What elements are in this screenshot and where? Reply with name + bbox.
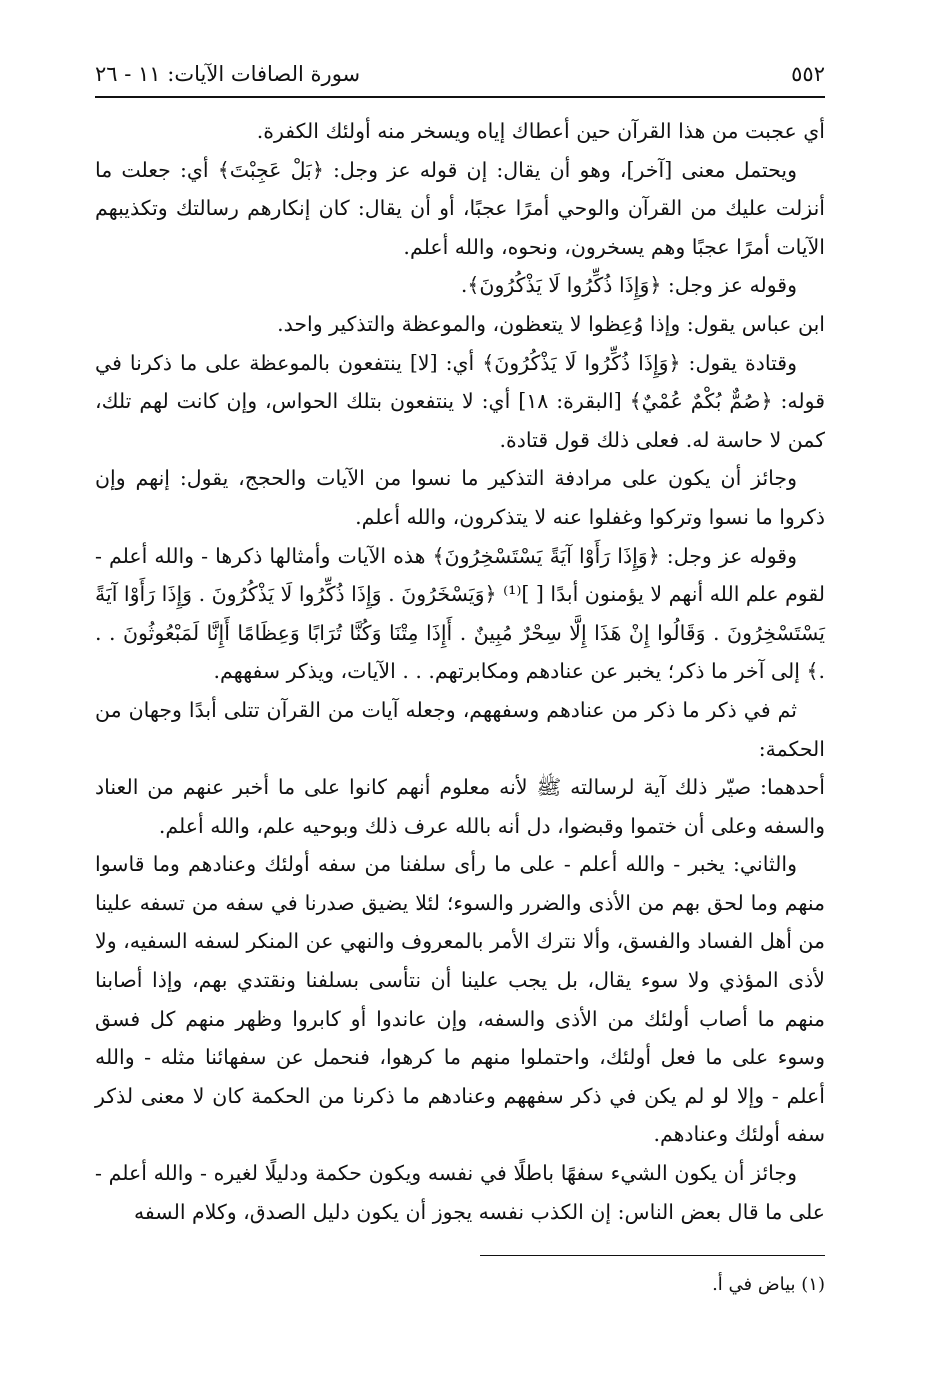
paragraph: وقوله عز وجل: ﴿وَإِذَا رَأَوْا آيَةً يَسْتَسْخِرُونَ﴾ هذه الآيات وأمثالها ذكرها - والله أعلم - لقوم علم الله أنهم لا يؤمنون أبدًا [ ]⁽¹⁾ ﴿وَيَسْخَرُونَ . وَإِذَا ذُكِّرُوا لَا يَذْكُرُونَ . وَإِذَا رَأَوْا آيَةً يَسْتَسْخِرُونَ . وَقَالُوا إِنْ هَذَا إِلَّا سِحْرٌ مُبِينٌ . أَإِذَا مِتْنَا وَكُنَّا تُرَابًا وَعِظَامًا أَإِنَّا لَمَبْعُوثُونَ . . .﴾ إلى آخر ما ذكر؛ يخبر عن عنادهم ومكابرتهم. . . الآيات، ويذكر سفههم.: [95, 543, 825, 684]
paragraph: ثم في ذكر ما ذكر من عنادهم وسفههم، وجعله آيات من القرآن تتلى أبدًا وجهان من الحكمة:: [95, 697, 825, 761]
paragraph: وجائز أن يكون على مرادفة التذكير ما نسوا من الآيات والحجج، يقول: إنهم وإن ذكروا ما نسوا وتركوا وغفلوا عنه لا يتذكرون، والله أعلم.: [95, 466, 825, 529]
footnote: (١) بياض في أ.: [712, 1274, 825, 1295]
paragraph: أحدهما: صيّر ذلك آية لرسالته ﷺ لأنه معلوم أنهم كانوا على ما أخبر عنهم من العناد والسفه وعلى أن ختموا وقبضوا، دل أنه بالله عرف ذلك وبوحيه علم، والله أعلم.: [95, 775, 825, 838]
paragraph: وقتادة يقول: ﴿وَإِذَا ذُكِّرُوا لَا يَذْكُرُونَ﴾ أي: [لا] ينتفعون بالموعظة على ما ذكرنا في قوله: ﴿صُمٌّ بُكْمٌ عُمْيٌ﴾ [البقرة: ١٨] أي: لا ينتفعون بتلك الحواس، وإن كانت لهم تلك، كمن لا حاسة له. فعلى ذلك قول قتادة.: [95, 350, 825, 452]
page-header: [95, 60, 825, 94]
paragraph: وقوله عز وجل: ﴿وَإِذَا ذُكِّرُوا لَا يَذْكُرُونَ﴾.: [460, 273, 797, 298]
main-text: [95, 112, 825, 1231]
paragraph: والثاني: يخبر - والله أعلم - على ما رأى سلفنا من سفه أولئك وعنادهم وما قاسوا منهم وما لحق بهم من الأذى والضرر والسوء؛ لئلا يضيق صدرنا في سفه من تسفه علينا من أهل الفساد والفسق، وألا نترك الأمر بالمعروف والنهي عن المنكر لسفه السفيه، ولا لأذى المؤذي ولا سوء يقال، بل يجب علينا أن نتأسى بسلفنا ونقتدي بهم، وإذا أصابنا منهم ما أصاب أولئك من الأذى والسفه، وإن عاندوا أو كابروا وظهر منهم كل فسق وسوء على ما فعل أولئك، واحتملوا منهم ما كرهوا، فنحمل عن سفهائنا مثله - والله أعلم - وإلا لو لم يكن في ذكر سفههم وعنادهم ما ذكرنا من الحكمة كان لا معنى لذكر سفه أولئك وعنادهم.: [95, 852, 825, 1147]
paragraph: ويحتمل معنى [آخر]، وهو أن يقال: إن قوله عز وجل: ﴿بَلْ عَجِبْتَ﴾ أي: جعلت ما أنزلت عليك من القرآن والوحي أمرًا عجبًا، أو أن يقال: كان إنكارهم رسالتك وتكذيبهم الآيات أمرًا عجبًا وهم يسخرون، ونحوه، والله أعلم.: [95, 157, 825, 259]
paragraph: أي عجبت من هذا القرآن حين أعطاك إياه ويسخر منه أولئك الكفرة.: [256, 119, 825, 143]
page-number: ٥٥٢: [791, 62, 825, 86]
paragraph: ابن عباس يقول: وإذا وُعِظوا لا يتعظون، والموعظة والتذكير واحد.: [277, 311, 825, 336]
footnote-rule: [480, 1255, 825, 1256]
paragraph: وجائز أن يكون الشيء سفهًا باطلًا في نفسه ويكون حكمة ودليلًا لغيره - والله أعلم - على ما قال بعض الناس: إن الكذب نفسه يجوز أن يكون دليل الصدق، وكلام السفه: [95, 1161, 825, 1224]
running-title: سورة الصافات الآيات: ١١ - ٢٦: [95, 62, 361, 86]
header-rule: [95, 96, 825, 98]
